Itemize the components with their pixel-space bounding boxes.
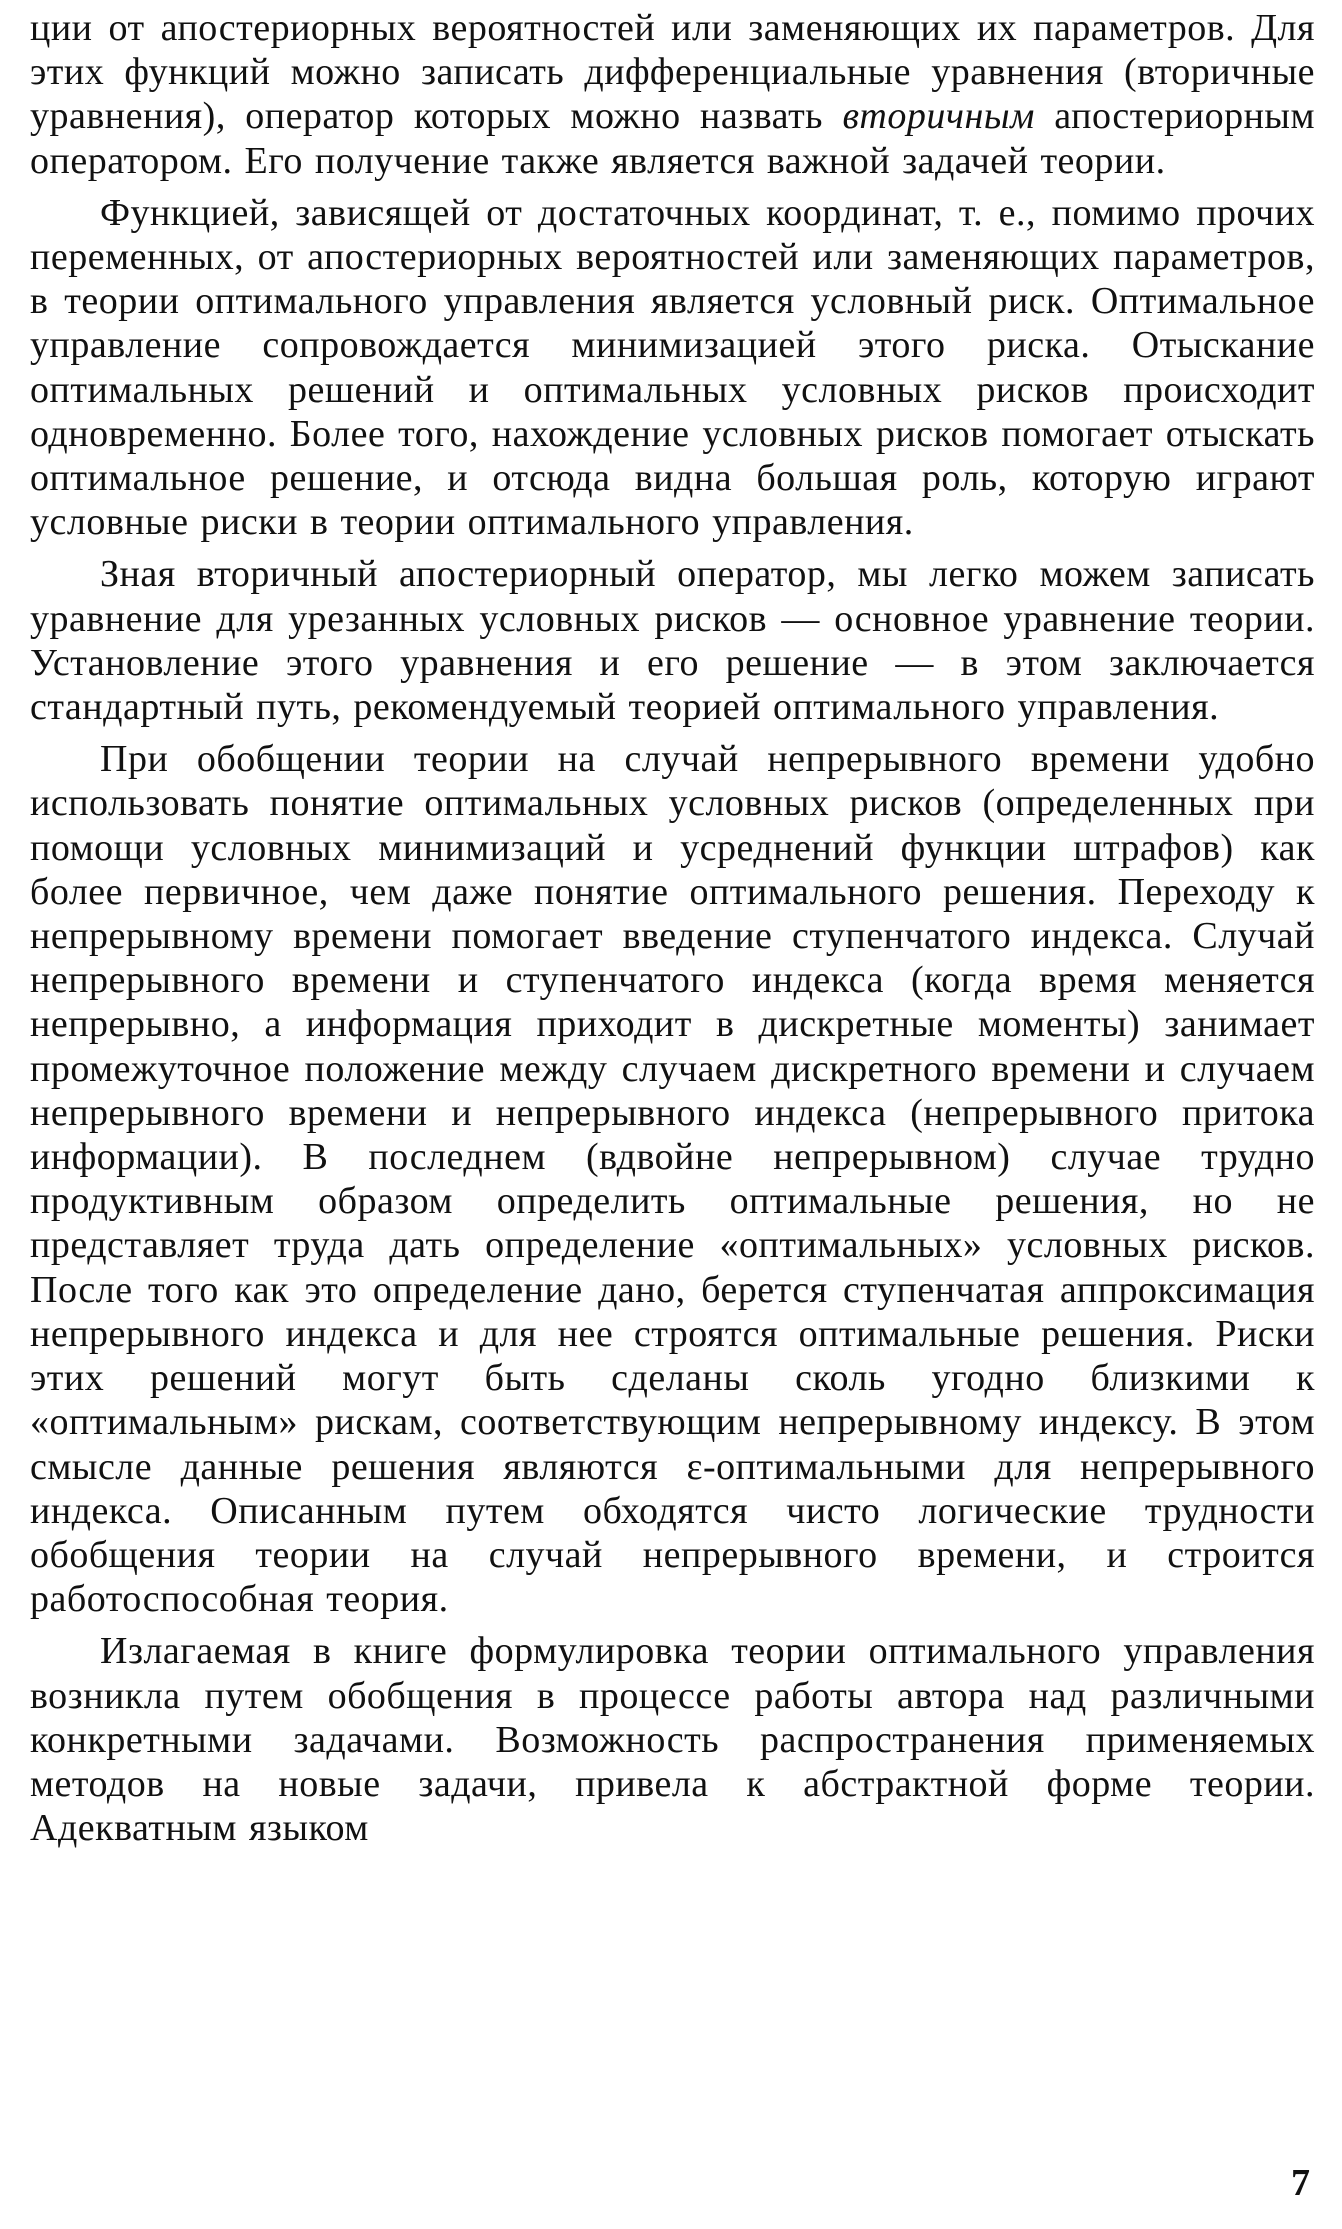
- paragraph-1-text-start: ции от апостериорных вероятностей или заменяющих их параметров. Для этих функций можно записать дифференциальные уравнения (вторичные уравнения), оператор которых можно назвать: [30, 7, 1315, 138]
- paragraph-3: Зная вторичный апостериорный оператор, мы легко можем записать уравнение для урезанных условных рисков — основное уравнение теории. Установление этого уравнения и его решение — в этом заключается стандартный путь, рекомендуемый теорией оптимального управления.: [30, 553, 1315, 729]
- paragraph-5: Излагаемая в книге формулировка теории оптимального управления возникла путем обобщения в процессе работы автора над различными конкретными задачами. Возможность распространения применяемых методов на новые задачи, привела к абстрактной форме теории. Адекватным языком: [30, 1630, 1315, 1850]
- paragraph-2: Функцией, зависящей от достаточных координат, т. е., помимо прочих переменных, от апостериорных вероятностей или заменяющих параметров, в теории оптимального управления является условный риск. Оптимальное управление сопровождается минимизацией этого риска. Отыскание оптимальных решений и оптимальных условных рисков происходит одновременно. Более того, нахождение условных рисков помогает отыскать оптимальное решение, и отсюда видна большая роль, которую играют условные риски в теории оптимального управления.: [30, 191, 1315, 544]
- page-number: 7: [1291, 2162, 1310, 2204]
- paragraph-1: [30, 6, 1315, 183]
- paragraph-4: При обобщении теории на случай непрерывного времени удобно использовать понятие оптимальных условных рисков (определенных при помощи условных минимизаций и усреднений функции штрафов) как более первичное, чем даже понятие оптимального решения. Переходу к непрерывному времени помогает введение ступенчатого индекса. Случай непрерывного времени и ступенчатого индекса (когда время меняется непрерывно, а информация приходит в дискретные моменты) занимает промежуточное положение между случаем дискретного времени и случаем непрерывного времени и непрерывного индекса (непрерывного притока информации). В последнем (вдвойне непрерывном) случае трудно продуктивным образом определить оптимальные решения, но не представляет труда дать определение «оптимальных» условных рисков. После того как это определение дано, берется ступенчатая аппроксимация непрерывного индекса и для нее строятся оптимальные решения. Риски этих решений могут быть сделаны сколь угодно близкими к «оптимальным» рискам, соответствующим непрерывному индексу. В этом смысле данные решения являются ε-оптимальными для непрерывного индекса. Описанным путем обходятся чисто логические трудности обобщения теории на случай непрерывного времени, и строится работоспособная теория.: [30, 738, 1315, 1621]
- page-body: [30, 6, 1315, 1858]
- paragraph-1-emphasis: вторичным: [842, 95, 1035, 138]
- paragraph-1-text-end: апостериорным оператором. Его получение также является важной задачей теории.: [30, 95, 1315, 182]
